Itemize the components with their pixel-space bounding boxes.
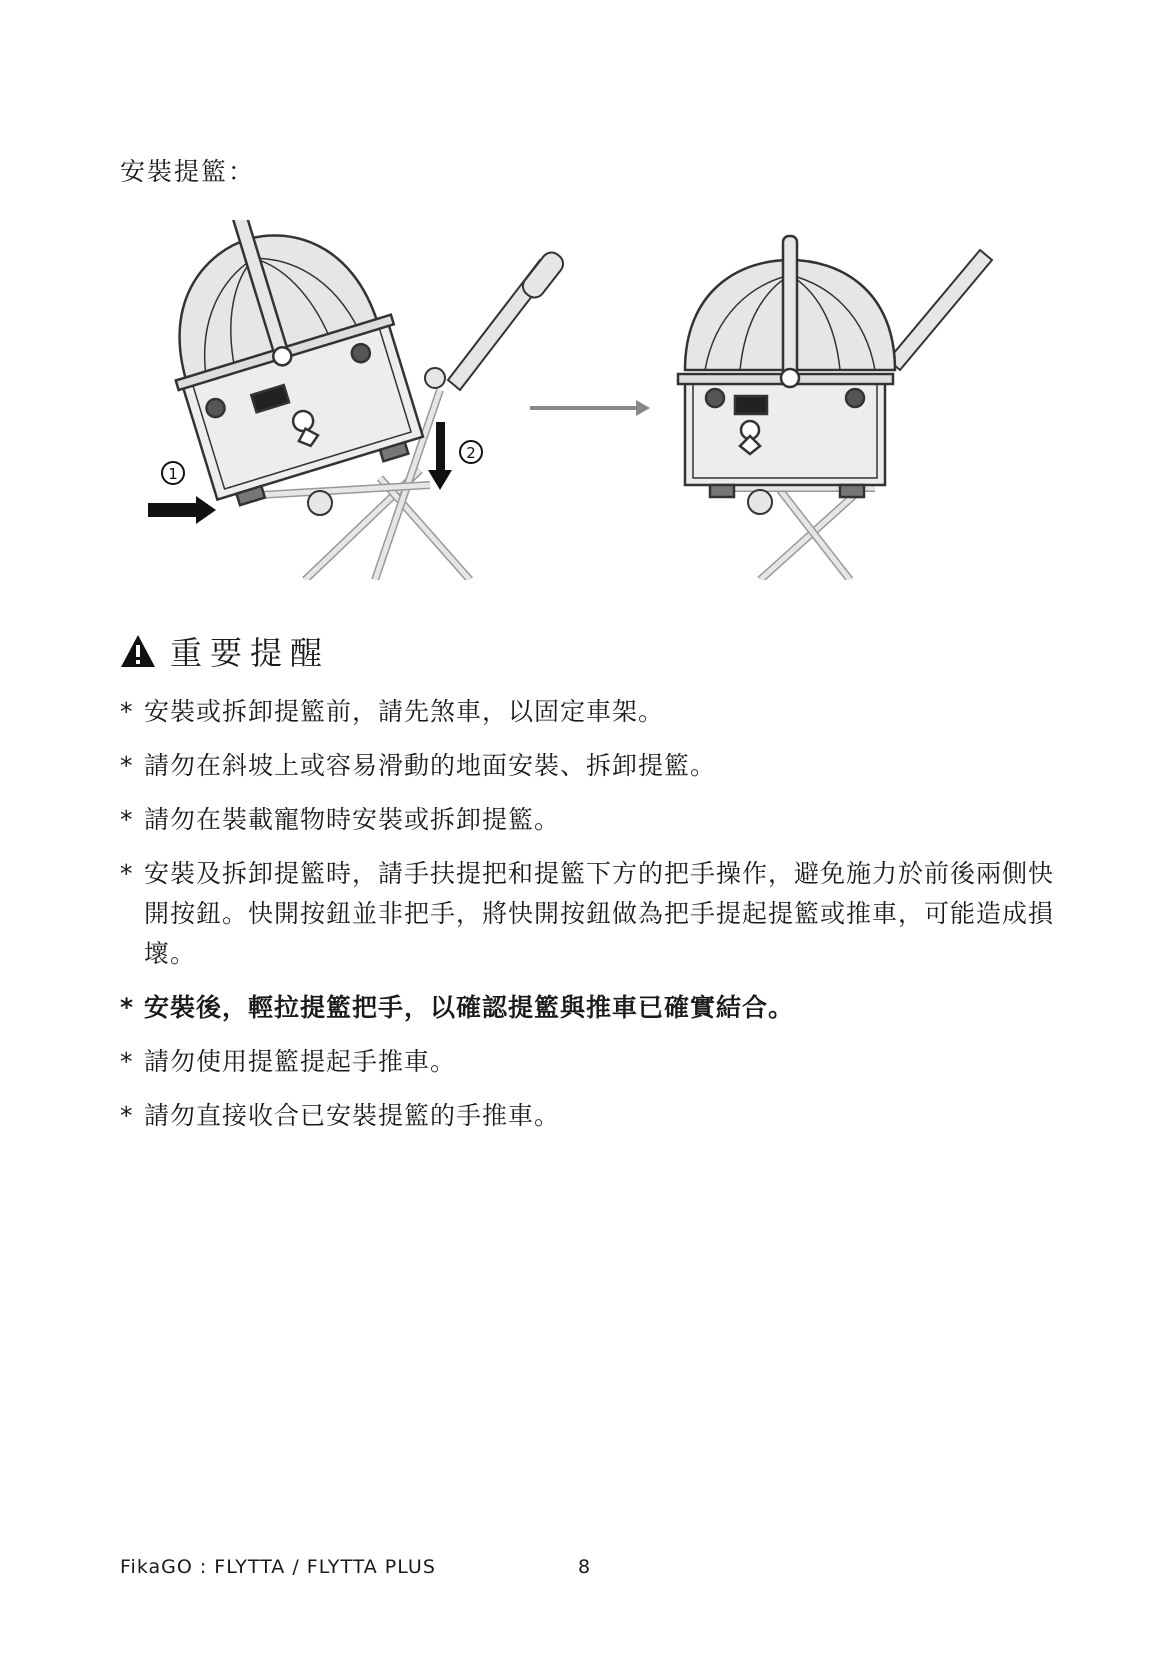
section-title: 安裝提籃：	[120, 157, 256, 186]
step2-arrow	[436, 422, 445, 472]
notice-item: * 請勿在斜坡上或容易滑動的地面安裝、拆卸提籃。	[120, 746, 1070, 786]
notice-item: * 請勿在裝載寵物時安裝或拆卸提籃。	[120, 800, 1070, 840]
step1-arrow	[148, 503, 198, 517]
carrier-installation-illustration	[140, 220, 1060, 580]
notice-item: * 請勿直接收合已安裝提籃的手推車。	[120, 1096, 1070, 1136]
pet-carrier-right	[678, 236, 895, 497]
notice-heading	[120, 628, 330, 674]
step2-label: 2	[466, 444, 476, 462]
notice-list	[120, 692, 1070, 1150]
footer-brand: FikaGO : FLYTTA / FLYTTA PLUS	[120, 1556, 436, 1578]
step1-label: 1	[168, 465, 178, 483]
notice-item-emphasis: * 安裝後，輕拉提籃把手，以確認提籃與推車已確實結合。	[120, 988, 1070, 1028]
notice-item: * 請勿使用提籃提起手推車。	[120, 1042, 1070, 1082]
notice-title: 重要提醒	[170, 634, 331, 672]
notice-item: * 安裝及拆卸提籃時，請手扶提把和提籃下方的把手操作，避免施力於前後兩側快開按鈕。快開按鈕並非把手，將快開按鈕做為把手提起提籃或推車，可能造成損壞。	[120, 854, 1070, 974]
transition-arrow	[530, 406, 640, 410]
notice-item: * 安裝或拆卸提籃前，請先煞車，以固定車架。	[120, 692, 1070, 732]
page-number: 8	[578, 1556, 591, 1578]
warning-triangle-icon	[120, 634, 156, 668]
